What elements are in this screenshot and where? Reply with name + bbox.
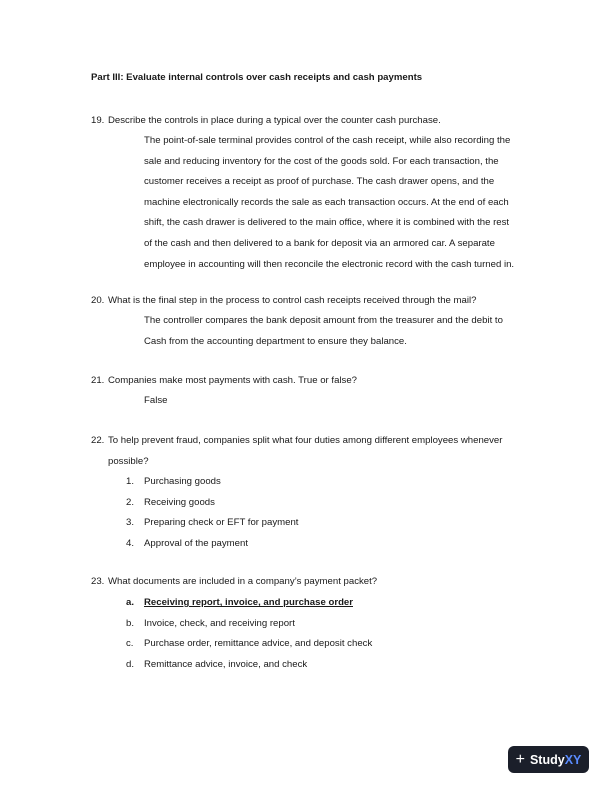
option-marker: c.	[126, 638, 134, 650]
list-item-text: Preparing check or EFT for payment	[144, 517, 299, 529]
question-number: 20.	[91, 295, 105, 306]
question-number: 22.	[91, 435, 105, 446]
answer-line: The point-of-sale terminal provides control of the cash receipt, while also recording the	[144, 135, 511, 146]
option-text: Purchase order, remittance advice, and deposit check	[144, 638, 373, 650]
answer-line: customer receives a receipt as proof of purchase. The cash drawer opens, and the	[144, 176, 495, 188]
option-a-selected	[126, 593, 372, 614]
option-marker: b.	[126, 617, 135, 629]
question-22	[91, 431, 551, 472]
option-text: Receiving report, invoice, and purchase order	[144, 597, 353, 608]
answer-line: Cash from the accounting department to ensure they balance.	[144, 335, 407, 347]
question-text: What is the final step in the process to control cash receipts received through the mail?	[108, 295, 477, 306]
brand-main: Study	[529, 752, 565, 767]
list-item	[126, 493, 298, 514]
answer-line: machine electronically records the sale as each transaction occurs. At the end of each	[144, 196, 509, 208]
option-b	[126, 614, 372, 635]
answer-19	[144, 131, 554, 275]
answer-20	[144, 311, 554, 352]
list-item-text: Purchasing goods	[144, 476, 221, 487]
plus-icon: +	[515, 750, 525, 768]
option-d	[126, 655, 372, 676]
answer-line: sale and reducing inventory for the cost of the goods sold. For each transaction, the	[144, 155, 499, 167]
question-number: 19.	[91, 115, 105, 126]
answer-line: The controller compares the bank deposit amount from the treasurer and the debit to	[144, 315, 503, 326]
list-marker: 1.	[126, 476, 135, 487]
option-marker: a.	[126, 597, 135, 608]
option-c	[126, 634, 372, 655]
question-23	[91, 572, 551, 593]
list-marker: 2.	[126, 496, 135, 508]
list-item	[126, 472, 298, 493]
section-heading: Part III: Evaluate internal controls over cash receipts and cash payments	[91, 72, 423, 83]
list-item-text: Approval of the payment	[144, 537, 248, 549]
question-20	[91, 291, 551, 312]
question-19	[91, 111, 551, 132]
list-marker: 4.	[126, 537, 135, 549]
option-marker: d.	[126, 658, 135, 670]
question-text: To help prevent fraud, companies split what four duties among different employees whenever	[108, 435, 503, 446]
answer-line: shift, the cash drawer is delivered to the main office, where it is combined with the rest	[144, 217, 510, 229]
list-item-text: Receiving goods	[144, 496, 215, 508]
duties-list	[126, 472, 298, 554]
answer-line: False	[144, 395, 168, 406]
option-text: Invoice, check, and receiving report	[144, 617, 295, 629]
question-21	[91, 371, 551, 392]
studyxy-logo-badge[interactable]	[508, 746, 589, 773]
answer-options	[126, 593, 372, 675]
list-item	[126, 513, 298, 534]
list-marker: 3.	[126, 517, 135, 529]
answer-21	[144, 391, 554, 412]
option-text: Remittance advice, invoice, and check	[144, 658, 308, 670]
list-item	[126, 534, 298, 555]
question-text: Describe the controls in place during a typical over the counter cash purchase.	[108, 115, 441, 126]
brand-accent: XY	[564, 752, 582, 767]
question-number: 23.	[91, 576, 105, 587]
question-text-continued: possible?	[108, 455, 149, 467]
answer-line: of the cash and then delivered to a bank for deposit via an armored car. A separate	[144, 237, 495, 249]
answer-line: employee in accounting will then reconcile the electronic record with the cash turned in.	[144, 258, 515, 270]
question-text: Companies make most payments with cash. True or false?	[108, 375, 358, 386]
question-number: 21.	[91, 375, 105, 386]
question-text: What documents are included in a company’s payment packet?	[108, 576, 378, 587]
